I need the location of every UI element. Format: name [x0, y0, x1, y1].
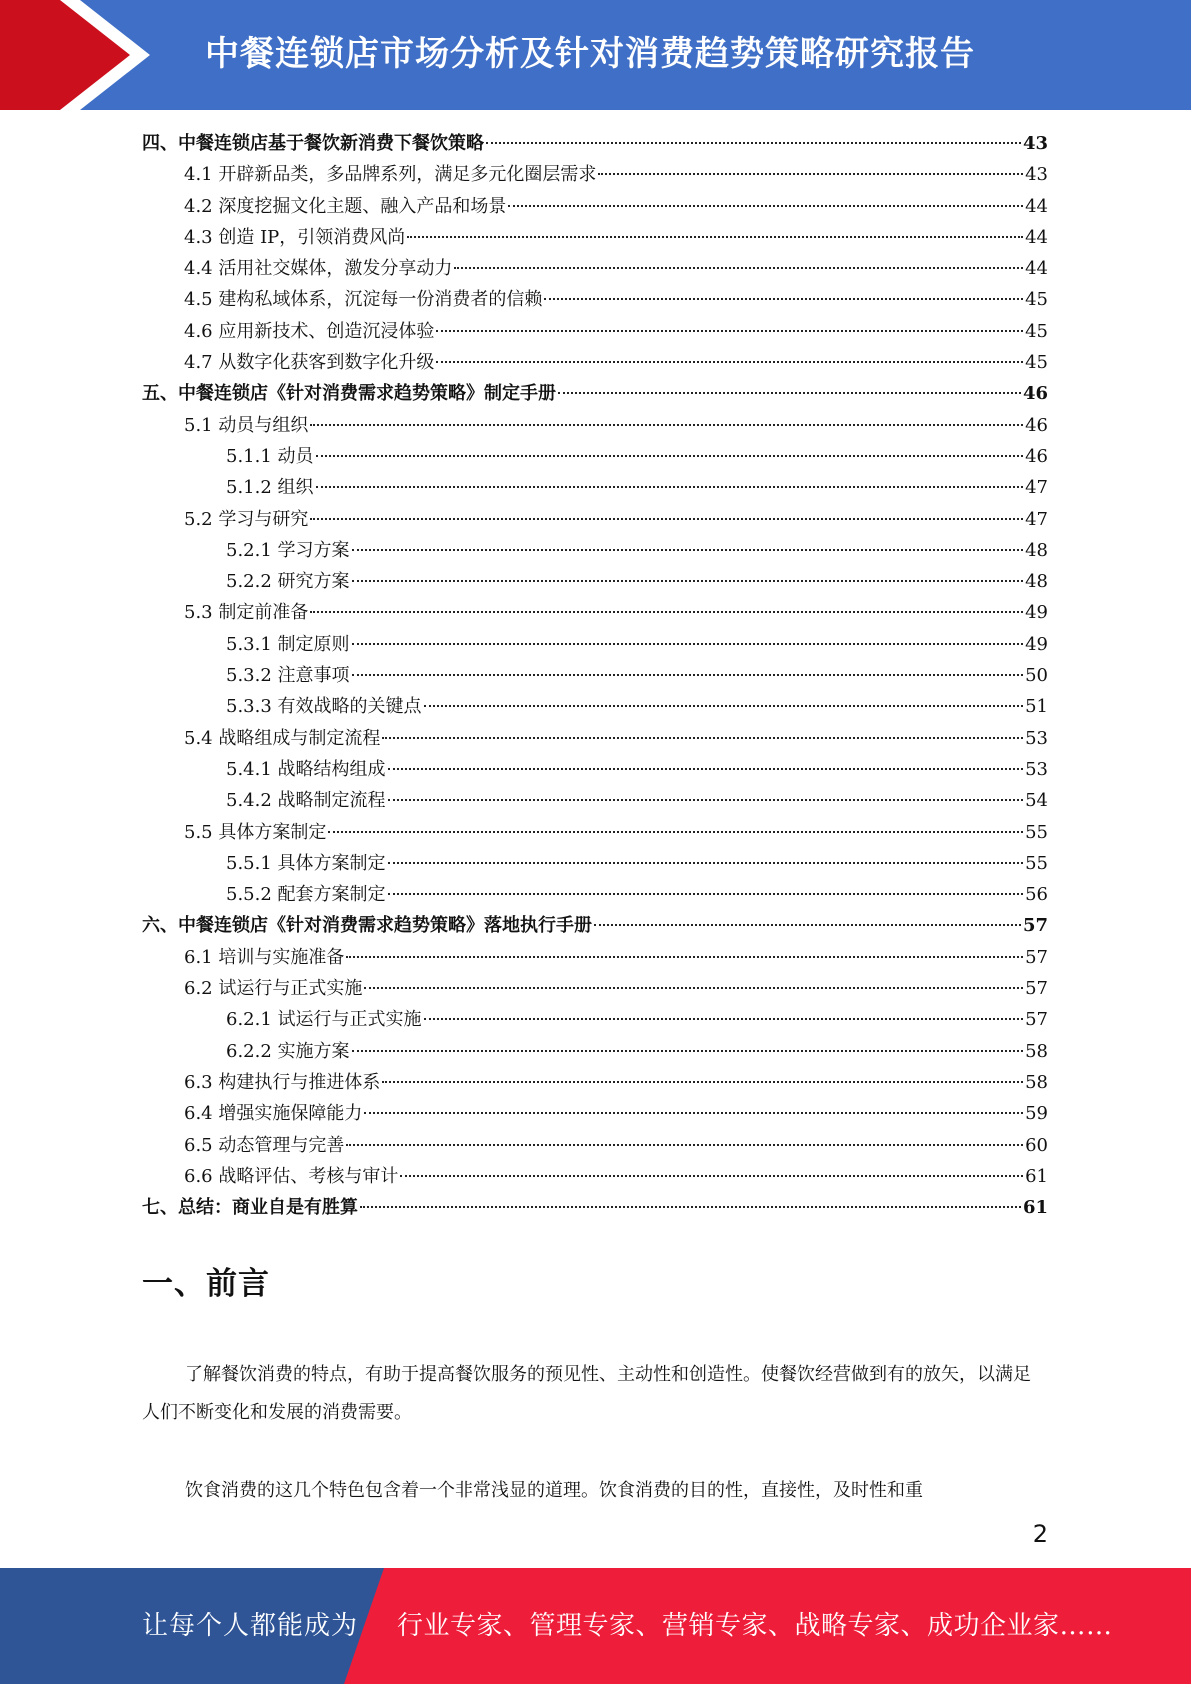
toc-entry-page: 58 — [1025, 1071, 1048, 1093]
toc-entry-label: 6.5 动态管理与完善 — [184, 1134, 345, 1156]
body-paragraph: 了解餐饮消费的特点，有助于提高餐饮服务的预见性、主动性和创造性。使餐饮经营做到有的放矢，以满足人们不断变化和发展的消费需要。 — [142, 1364, 1031, 1423]
toc-leader-dots — [486, 142, 1021, 144]
toc-entry-label: 6.2.1 试运行与正式实施 — [226, 1009, 422, 1031]
toc-leader-dots — [382, 1081, 1023, 1083]
toc-entry-label: 五、中餐连锁店《针对消费需求趋势策略》制定手册 — [142, 383, 556, 405]
toc-leader-dots — [424, 705, 1024, 707]
toc-entry-page: 45 — [1025, 320, 1048, 342]
footer-slogan-left: 让每个人都能成为 — [142, 1611, 359, 1641]
toc-leader-dots — [558, 392, 1021, 394]
toc-entry-label: 4.2 深度挖掘文化主题、融入产品和场景 — [184, 195, 507, 217]
toc-entry-page: 44 — [1025, 195, 1048, 217]
toc-entry-page: 51 — [1025, 696, 1048, 718]
toc-entry-label: 4.1 开辟新品类，多品牌系列，满足多元化圈层需求 — [184, 164, 597, 186]
toc-entry[interactable] — [142, 410, 1048, 441]
toc-leader-dots — [352, 1050, 1024, 1052]
toc-entry-label: 四、中餐连锁店基于餐饮新消费下餐饮策略 — [142, 133, 484, 154]
toc-entry-page: 50 — [1025, 665, 1048, 687]
toc-entry[interactable] — [142, 1067, 1048, 1098]
toc-entry-label: 5.5.1 具体方案制定 — [226, 852, 386, 874]
toc-entry-label: 4.4 活用社交媒体，激发分享动力 — [184, 258, 453, 280]
toc-leader-dots — [364, 987, 1023, 989]
toc-entry-page: 55 — [1025, 821, 1048, 843]
toc-entry[interactable] — [142, 1004, 1048, 1035]
toc-entry-label: 5.5 具体方案制定 — [184, 821, 327, 843]
toc-entry[interactable] — [142, 723, 1048, 754]
toc-entry-page: 48 — [1025, 539, 1048, 561]
toc-entry-page: 44 — [1025, 226, 1048, 248]
toc-entry-label: 5.1.1 动员 — [226, 445, 314, 467]
toc-entry[interactable] — [142, 597, 1048, 628]
toc-leader-dots — [388, 799, 1024, 801]
toc-entry[interactable] — [142, 191, 1048, 222]
toc-entry-page: 49 — [1025, 633, 1048, 655]
toc-leader-dots — [508, 205, 1023, 207]
toc-entry-page: 57 — [1022, 915, 1048, 937]
toc-entry[interactable] — [142, 817, 1048, 848]
toc-entry-label: 5.4 战略组成与制定流程 — [184, 727, 381, 749]
toc-entry-label: 4.7 从数字化获客到数字化升级 — [184, 352, 435, 374]
toc-leader-dots — [346, 956, 1023, 958]
toc-entry-page: 46 — [1025, 414, 1048, 436]
toc-entry[interactable] — [142, 1098, 1048, 1129]
toc-entry-page: 57 — [1025, 1009, 1048, 1031]
toc-leader-dots — [352, 674, 1024, 676]
toc-entry-label: 5.2 学习与研究 — [184, 508, 309, 530]
toc-entry[interactable] — [142, 284, 1048, 315]
toc-entry-page: 48 — [1025, 571, 1048, 593]
toc-leader-dots — [346, 1144, 1023, 1146]
toc-entry-page: 57 — [1025, 978, 1048, 1000]
toc-leader-dots — [400, 1175, 1023, 1177]
page-footer — [0, 1568, 1191, 1684]
toc-entry-label: 5.4.2 战略制定流程 — [226, 790, 386, 812]
toc-entry-page: 47 — [1025, 477, 1048, 499]
toc-leader-dots — [328, 831, 1023, 833]
toc-leader-dots — [310, 518, 1023, 520]
toc-leader-dots — [388, 768, 1024, 770]
toc-entry[interactable] — [142, 159, 1048, 190]
toc-leader-dots — [388, 862, 1024, 864]
toc-leader-dots — [352, 643, 1024, 645]
toc-entry[interactable] — [142, 910, 1048, 941]
toc-leader-dots — [310, 611, 1023, 613]
toc-entry[interactable] — [142, 629, 1048, 660]
toc-entry-page: 56 — [1025, 884, 1048, 906]
toc-entry-page: 59 — [1025, 1103, 1048, 1125]
toc-entry-label: 5.4.1 战略结构组成 — [226, 758, 386, 780]
toc-entry-label: 5.1 动员与组织 — [184, 414, 309, 436]
toc-entry-page: 53 — [1025, 758, 1048, 780]
toc-entry[interactable] — [142, 316, 1048, 347]
toc-leader-dots — [436, 330, 1023, 332]
toc-entry-page: 43 — [1025, 164, 1048, 186]
toc-entry-page: 60 — [1025, 1134, 1048, 1156]
toc-entry-label: 5.2.2 研究方案 — [226, 571, 350, 593]
toc-entry[interactable] — [142, 973, 1048, 1004]
toc-entry[interactable] — [142, 566, 1048, 597]
toc-entry[interactable] — [142, 660, 1048, 691]
toc-leader-dots — [316, 455, 1024, 457]
toc-entry[interactable] — [142, 253, 1048, 284]
toc-entry[interactable] — [142, 472, 1048, 503]
toc-entry[interactable] — [142, 441, 1048, 472]
page-header — [0, 0, 1191, 110]
toc-leader-dots — [316, 486, 1024, 488]
toc-entry-label: 5.1.2 组织 — [226, 477, 314, 499]
toc-entry-label: 4.3 创造 IP，引领消费风尚 — [184, 226, 406, 248]
toc-leader-dots — [424, 1018, 1024, 1020]
toc-entry-label: 5.3.2 注意事项 — [226, 665, 350, 687]
toc-entry-label: 5.2.1 学习方案 — [226, 539, 350, 561]
toc-leader-dots — [310, 424, 1023, 426]
toc-entry[interactable] — [142, 754, 1048, 785]
toc-entry[interactable] — [142, 942, 1048, 973]
toc-entry-page: 61 — [1025, 1165, 1048, 1187]
toc-leader-dots — [436, 361, 1023, 363]
toc-leader-dots — [388, 893, 1024, 895]
toc-entry-label: 4.5 建构私域体系，沉淀每一份消费者的信赖 — [184, 289, 543, 311]
toc-leader-dots — [598, 173, 1023, 175]
toc-entry-label: 6.6 战略评估、考核与审计 — [184, 1165, 399, 1187]
table-of-contents — [142, 128, 1048, 1223]
toc-entry-label: 6.3 构建执行与推进体系 — [184, 1071, 381, 1093]
footer-slogan-right: 行业专家、管理专家、营销专家、战略专家、成功企业家…… — [397, 1611, 1113, 1641]
toc-entry[interactable] — [142, 222, 1048, 253]
toc-entry-page: 49 — [1025, 602, 1048, 624]
toc-leader-dots — [594, 924, 1021, 926]
body-paragraph: 饮食消费的这几个特色包含着一个非常浅显的道理。饮食消费的目的性，直接性，及时性和重 — [185, 1480, 923, 1501]
toc-leader-dots — [454, 267, 1023, 269]
toc-entry-page: 57 — [1025, 946, 1048, 968]
toc-entry[interactable] — [142, 848, 1048, 879]
toc-entry-page: 45 — [1025, 289, 1048, 311]
toc-entry-label: 6.1 培训与实施准备 — [184, 946, 345, 968]
toc-entry-label: 4.6 应用新技术、创造沉浸体验 — [184, 320, 435, 342]
toc-entry-label: 六、中餐连锁店《针对消费需求趋势策略》落地执行手册 — [142, 915, 592, 937]
toc-entry-label: 七、总结：商业自是有胜算 — [142, 1197, 358, 1219]
toc-entry[interactable] — [142, 535, 1048, 566]
toc-entry-label: 5.5.2 配套方案制定 — [226, 884, 386, 906]
toc-leader-dots — [364, 1112, 1023, 1114]
toc-entry-page: 61 — [1022, 1197, 1048, 1219]
toc-entry-page: 58 — [1025, 1040, 1048, 1062]
toc-entry-page: 44 — [1025, 258, 1048, 280]
toc-entry[interactable] — [142, 1161, 1048, 1192]
toc-entry[interactable] — [142, 504, 1048, 535]
toc-entry[interactable] — [142, 1192, 1048, 1223]
toc-leader-dots — [360, 1206, 1021, 1208]
toc-entry-page: 46 — [1025, 445, 1048, 467]
toc-entry-page: 43 — [1022, 133, 1048, 154]
toc-entry[interactable] — [142, 347, 1048, 378]
toc-entry-page: 54 — [1025, 790, 1048, 812]
toc-entry[interactable] — [142, 785, 1048, 816]
toc-entry-page: 53 — [1025, 727, 1048, 749]
toc-entry-label: 6.4 增强实施保障能力 — [184, 1103, 363, 1125]
toc-entry-label: 6.2 试运行与正式实施 — [184, 978, 363, 1000]
toc-leader-dots — [382, 737, 1023, 739]
toc-leader-dots — [544, 298, 1023, 300]
toc-entry[interactable] — [142, 378, 1048, 409]
toc-entry[interactable] — [142, 879, 1048, 910]
toc-entry-page: 45 — [1025, 352, 1048, 374]
page-number: 2 — [1032, 1520, 1048, 1548]
toc-entry[interactable] — [142, 1130, 1048, 1161]
toc-leader-dots — [407, 236, 1023, 238]
header-arrow-graphic — [0, 0, 160, 110]
toc-entry-page: 46 — [1022, 383, 1048, 405]
toc-entry-label: 5.3 制定前准备 — [184, 602, 309, 624]
toc-entry[interactable] — [142, 691, 1048, 722]
toc-entry[interactable] — [142, 1036, 1048, 1067]
toc-leader-dots — [352, 549, 1024, 551]
toc-entry-page: 55 — [1025, 852, 1048, 874]
toc-entry-page: 47 — [1025, 508, 1048, 530]
header-title: 中餐连锁店市场分析及针对消费趋势策略研究报告 — [205, 34, 975, 74]
toc-leader-dots — [352, 580, 1024, 582]
toc-entry[interactable] — [142, 128, 1048, 159]
toc-entry-label: 5.3.1 制定原则 — [226, 633, 350, 655]
toc-entry-label: 6.2.2 实施方案 — [226, 1040, 350, 1062]
toc-entry-label: 5.3.3 有效战略的关键点 — [226, 696, 422, 718]
section-heading: 一、前言 — [142, 1266, 270, 1302]
